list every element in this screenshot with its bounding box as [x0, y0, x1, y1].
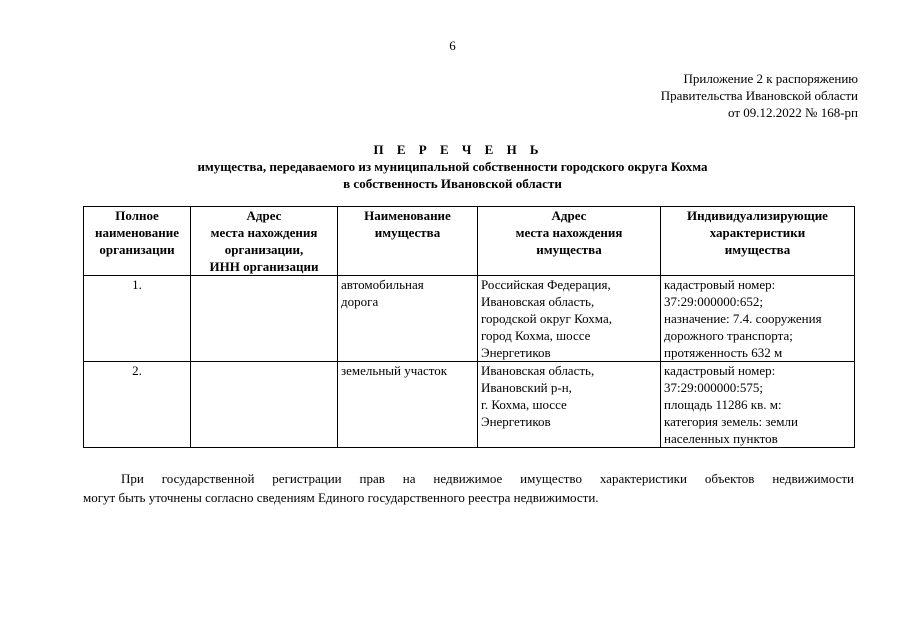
row-number: 2.: [84, 362, 191, 448]
table-row: [84, 362, 855, 448]
document-title: [0, 141, 905, 192]
header-property-name: Наименование имущества: [338, 207, 478, 276]
org-address-cell: [191, 276, 338, 362]
header-org-name: Полное наименование организации: [84, 207, 191, 276]
footer-line: могут быть уточнены согласно сведениям Единого государственного реестра недвижимости.: [83, 490, 599, 505]
footer-line: При государственной регистрации прав на недвижимое имущество характеристики объектов недвижимости: [121, 471, 854, 486]
property-table: [83, 206, 855, 448]
footer-note: [83, 469, 854, 507]
page-number: 6: [449, 38, 456, 53]
header-characteristics: Индивидуализирующие характеристики имущества: [661, 207, 855, 276]
row-number: 1.: [84, 276, 191, 362]
header-property-address: Адрес места нахождения имущества: [478, 207, 661, 276]
org-address-cell: [191, 362, 338, 448]
property-address-cell: Ивановская область, Ивановский р-н, г. Кохма, шоссе Энергетиков: [478, 362, 661, 448]
appendix-note: [661, 70, 858, 121]
title-line: имущества, передаваемого из муниципальной собственности городского округа Кохма: [197, 159, 708, 174]
appendix-line: от 09.12.2022 № 168-рп: [728, 105, 858, 120]
title-line: в собственность Ивановской области: [343, 176, 562, 191]
header-org-address: Адрес места нахождения организации, ИНН организации: [191, 207, 338, 276]
characteristics-cell: кадастровый номер: 37:29:000000:652; назначение: 7.4. сооружения дорожного транспорта; протяженность 632 м: [661, 276, 855, 362]
appendix-line: Правительства Ивановской области: [660, 88, 858, 103]
table-header-row: [84, 207, 855, 276]
appendix-line: Приложение 2 к распоряжению: [683, 71, 858, 86]
property-name-cell: земельный участок: [338, 362, 478, 448]
title-heading: П Е Р Е Ч Е Н Ь: [373, 142, 544, 157]
property-address-cell: Российская Федерация, Ивановская область, городской округ Кохма, город Кохма, шоссе Энергетиков: [478, 276, 661, 362]
table-row: [84, 276, 855, 362]
property-name-cell: автомобильная дорога: [338, 276, 478, 362]
characteristics-cell: кадастровый номер: 37:29:000000:575; площадь 11286 кв. м: категория земель: земли населенных пунктов: [661, 362, 855, 448]
